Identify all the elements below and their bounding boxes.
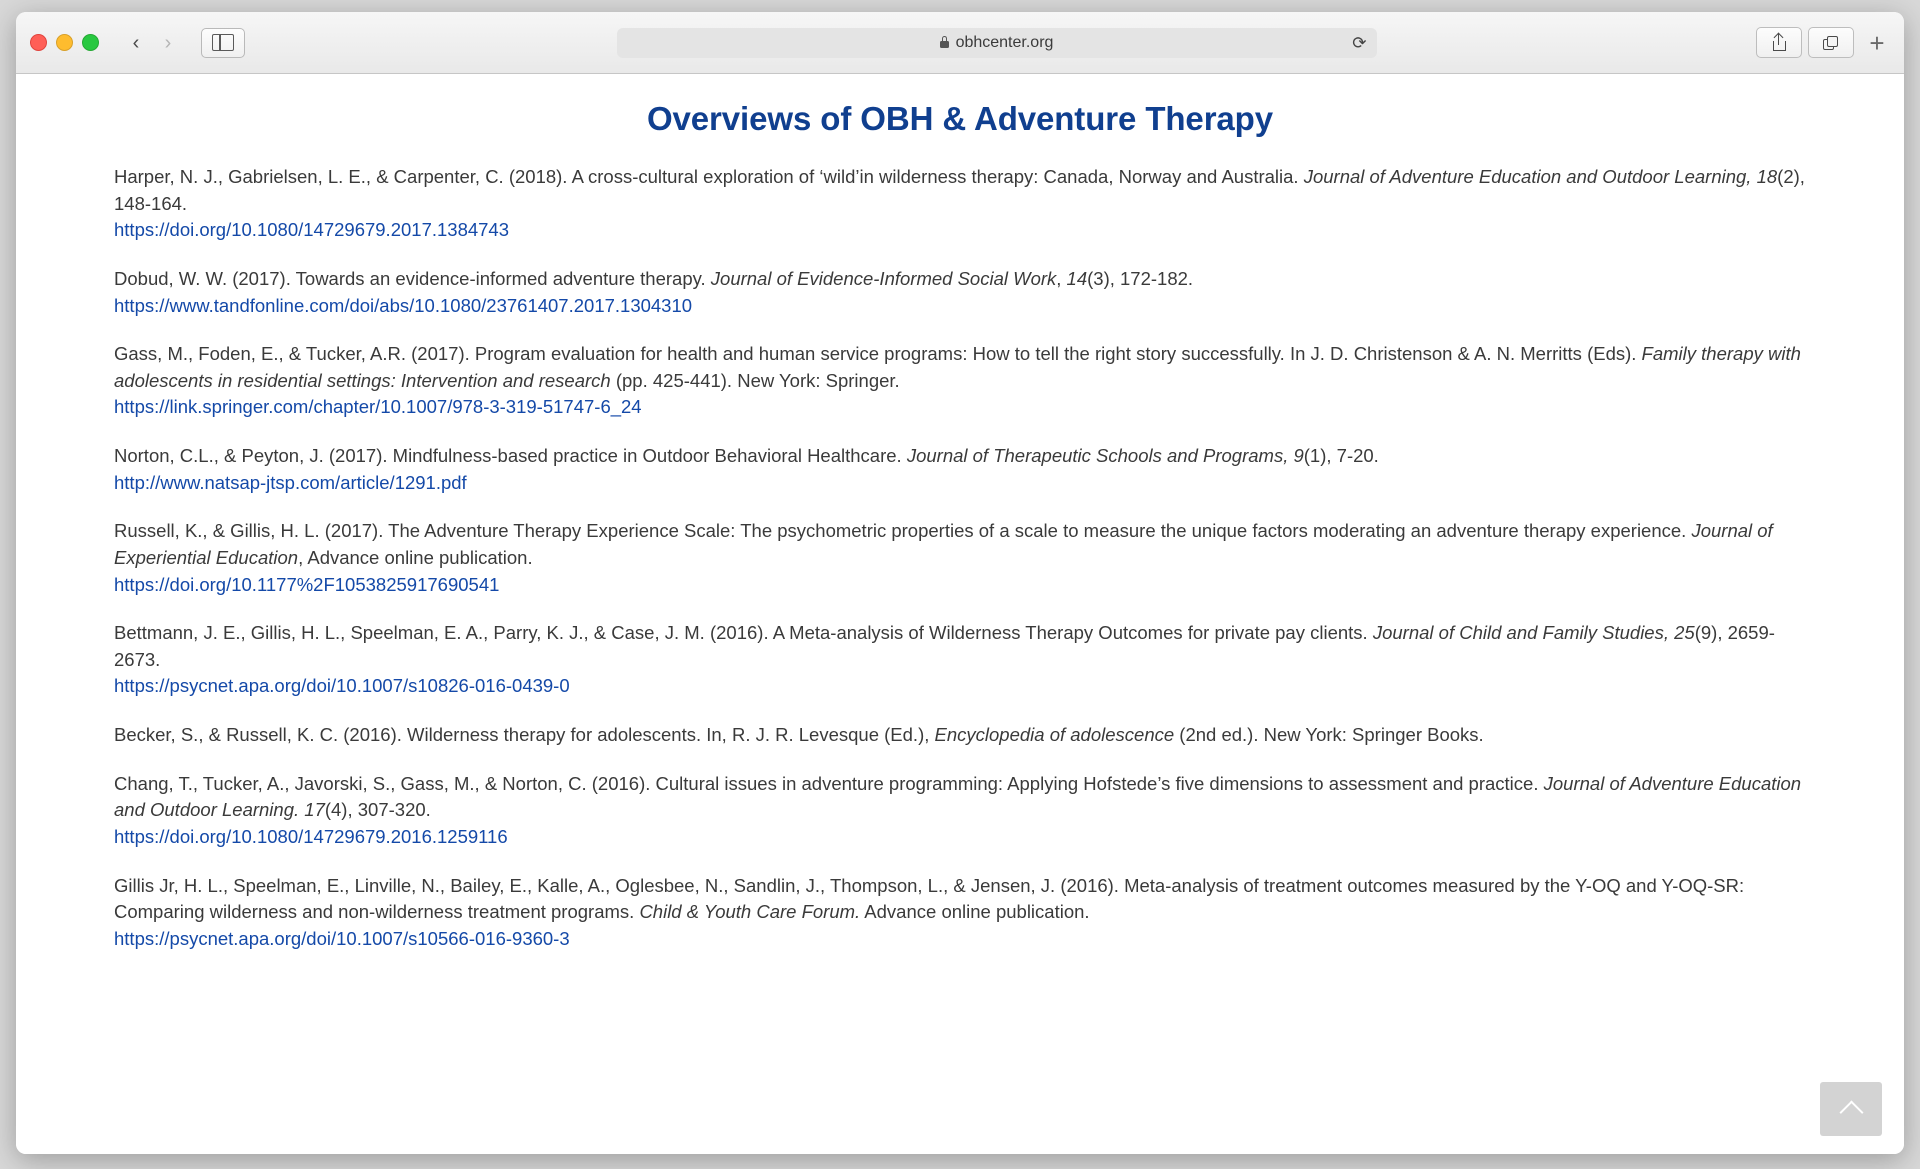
reference-entry bbox=[114, 341, 1814, 421]
reference-entry bbox=[114, 771, 1814, 851]
citation-text: Russell, K., & Gillis, H. L. (2017). The Adventure Therapy Experience Scale: The psychometric properties of a scale to measure the unique factors moderating an adventure therapy experience. bbox=[114, 520, 1692, 542]
citation-text: Child & Youth Care Forum. bbox=[639, 901, 861, 923]
citation-text: Journal of Child and Family Studies, 25 bbox=[1372, 622, 1695, 644]
reference-link[interactable]: https://doi.org/10.1080/14729679.2017.1384743 bbox=[114, 219, 510, 241]
citation-text: Becker, S., & Russell, K. C. (2016). Wilderness therapy for adolescents. In, R. J. R. Levesque (Ed.), bbox=[114, 724, 935, 745]
citation-text: (4), 307-320. bbox=[324, 799, 431, 821]
reference-link[interactable]: https://psycnet.apa.org/doi/10.1007/s10826-016-0439-0 bbox=[114, 675, 570, 697]
citation-text: , Advance online publication. bbox=[298, 546, 533, 568]
content-inner bbox=[16, 74, 1904, 952]
zoom-window-button[interactable] bbox=[82, 34, 99, 51]
reference-citation bbox=[114, 164, 1814, 217]
citation-text: Gass, M., Foden, E., & Tucker, A.R. (2017). Program evaluation for health and human service programs: How to tell the right story successfully. In J. D. Christenson & A. N. Merritts (Eds). bbox=[114, 343, 1642, 365]
page-content bbox=[16, 74, 1904, 1154]
reference-link[interactable]: http://www.natsap-jtsp.com/article/1291.pdf bbox=[114, 471, 467, 493]
share-icon bbox=[1773, 34, 1786, 51]
reference-entry bbox=[114, 722, 1814, 749]
citation-text: Family therapy with adolescents in residential settings: Intervention and research bbox=[114, 343, 1801, 391]
citation-text: Journal of Therapeutic Schools and Programs, 9 bbox=[906, 445, 1304, 466]
scroll-to-top-button[interactable] bbox=[1820, 1082, 1882, 1136]
address-bar[interactable] bbox=[617, 28, 1377, 58]
navigation-buttons bbox=[121, 28, 183, 58]
reference-link[interactable]: https://link.springer.com/chapter/10.1007/978-3-319-51747-6_24 bbox=[114, 396, 642, 418]
citation-text: Journal of Adventure Education and Outdoor Learning, 18 bbox=[1303, 166, 1778, 187]
reference-link[interactable]: https://www.tandfonline.com/doi/abs/10.1080/23761407.2017.1304310 bbox=[114, 294, 693, 316]
browser-window bbox=[16, 12, 1904, 1154]
toolbar-right-group bbox=[1756, 27, 1890, 58]
citation-text: Chang, T., Tucker, A., Javorski, S., Gass, M., & Norton, C. (2016). Cultural issues in adventure programming: Applying Hofstede’s five dimensions to assessment and practice. bbox=[114, 772, 1544, 794]
reference-entry bbox=[114, 620, 1814, 700]
lock-icon bbox=[940, 41, 949, 48]
reference-entry bbox=[114, 443, 1814, 496]
tab-overview-button[interactable] bbox=[1808, 27, 1854, 58]
reference-entry bbox=[114, 266, 1814, 319]
back-button[interactable]: ‹ bbox=[132, 31, 140, 54]
citation-text: (pp. 425-441). New York: Springer. bbox=[610, 369, 900, 391]
share-button[interactable] bbox=[1756, 27, 1802, 58]
reload-icon[interactable]: ⟳ bbox=[1352, 33, 1367, 52]
tab-overview-icon bbox=[1823, 36, 1839, 50]
reference-citation bbox=[114, 266, 1814, 293]
address-bar-content bbox=[940, 34, 1054, 52]
reference-citation bbox=[114, 722, 1814, 749]
address-bar-url: obhcenter.org bbox=[955, 33, 1054, 51]
close-window-button[interactable] bbox=[30, 34, 47, 51]
reference-citation bbox=[114, 341, 1814, 394]
citation-text: Norton, C.L., & Peyton, J. (2017). Mindfulness-based practice in Outdoor Behavioral Healthcare. bbox=[114, 445, 907, 466]
reference-link[interactable]: https://doi.org/10.1177%2F1053825917690541 bbox=[114, 573, 500, 595]
reference-citation bbox=[114, 518, 1814, 571]
page-title: Overviews of OBH & Adventure Therapy bbox=[646, 100, 1273, 137]
sidebar-icon bbox=[212, 34, 234, 51]
new-tab-button[interactable]: + bbox=[1869, 27, 1885, 58]
reference-link[interactable]: https://doi.org/10.1080/14729679.2016.1259116 bbox=[114, 825, 508, 847]
forward-button[interactable]: › bbox=[164, 31, 172, 54]
citation-text: (1), 7-20. bbox=[1303, 445, 1379, 466]
citation-text: Dobud, W. W. (2017). Towards an evidence-informed adventure therapy. bbox=[114, 267, 711, 289]
chevron-up-icon bbox=[1839, 1100, 1863, 1124]
citation-text: Encyclopedia of adolescence bbox=[934, 724, 1175, 745]
reference-citation bbox=[114, 620, 1814, 673]
citation-text: (2), 148-164. bbox=[114, 166, 1805, 214]
citation-text: Gillis Jr, H. L., Speelman, E., Linville, N., Bailey, E., Kalle, A., Oglesbee, N., Sandlin, J., Thompson, L., & Jensen, J. (2016). Meta-analysis of treatment outcomes measured by the Y-OQ and Y-OQ-SR: Comparing wilderness and non-wilderness treatment programs. bbox=[114, 874, 1745, 923]
reference-list bbox=[114, 164, 1852, 952]
citation-text: , bbox=[1056, 267, 1067, 289]
citation-text: Harper, N. J., Gabrielsen, L. E., & Carpenter, C. (2018). A cross-cultural exploration of ‘wild’in wilderness therapy: Canada, Norway and Australia. bbox=[114, 166, 1304, 187]
citation-text: (9), 2659-2673. bbox=[114, 622, 1775, 670]
reference-entry bbox=[114, 873, 1814, 953]
citation-text: Journal of Experiential Education bbox=[114, 520, 1773, 568]
sidebar-toggle-button[interactable] bbox=[201, 28, 245, 58]
reference-citation bbox=[114, 443, 1814, 470]
citation-text: Advance online publication. bbox=[860, 901, 1090, 923]
citation-text: (2nd ed.). New York: Springer Books. bbox=[1174, 724, 1484, 745]
window-controls bbox=[30, 34, 99, 51]
reference-link[interactable]: https://psycnet.apa.org/doi/10.1007/s10566-016-9360-3 bbox=[114, 927, 570, 949]
citation-text: (3), 172-182. bbox=[1087, 267, 1194, 289]
reference-entry bbox=[114, 518, 1814, 598]
citation-text: 14 bbox=[1066, 267, 1088, 289]
reference-entry bbox=[114, 164, 1814, 244]
citation-text: Journal of Adventure Education and Outdoor Learning. 17 bbox=[114, 772, 1802, 821]
browser-toolbar bbox=[16, 12, 1904, 74]
reference-citation bbox=[114, 873, 1814, 926]
reference-citation bbox=[114, 771, 1814, 824]
citation-text: Bettmann, J. E., Gillis, H. L., Speelman, E. A., Parry, K. J., & Case, J. M. (2016). A Meta-analysis of Wilderness Therapy Outcomes for private pay clients. bbox=[114, 622, 1373, 644]
citation-text: Journal of Evidence-Informed Social Work bbox=[710, 267, 1057, 289]
minimize-window-button[interactable] bbox=[56, 34, 73, 51]
